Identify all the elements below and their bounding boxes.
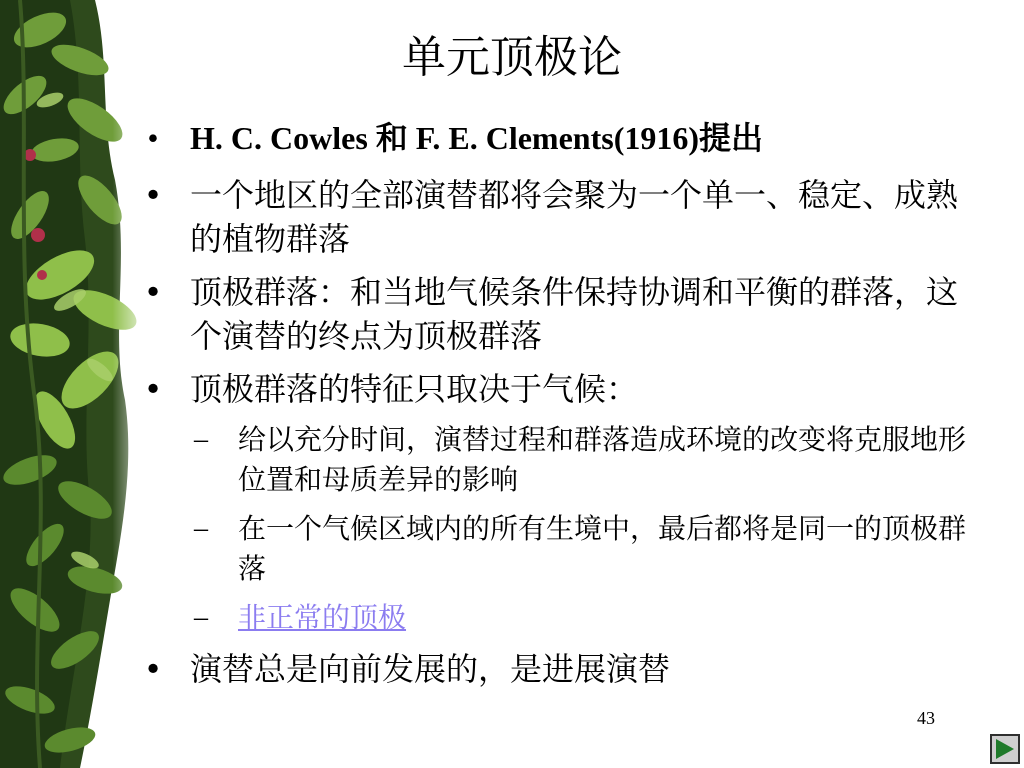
bullet-marker: • [143,370,163,408]
bullet-marker: • [147,120,159,156]
sub-bullet-text: 在一个气候区域内的所有生境中，最后都将是同一的顶极群落 [238,512,967,585]
sub-bullet-item [130,598,970,638]
sub-bullet-text: 给以充分时间，演替过程和群落造成环境的改变将克服地形位置和母质差异的影响 [238,423,967,496]
bullet-text: 顶极群落：和当地气候条件保持协调和平衡的群落，这个演替的终点为顶极群落 [190,273,959,355]
dash-marker: – [194,424,208,455]
slide-title: 单元顶极论 [402,32,622,83]
bullet-item [130,367,970,411]
abnormal-climax-link[interactable]: 非正常的顶极 [238,601,407,634]
bullet-marker: • [143,176,163,214]
bullet-text: 一个地区的全部演替都将会聚为一个单一、稳定、成熟的植物群落 [190,176,959,258]
next-slide-button[interactable] [990,734,1020,764]
dash-marker: – [194,513,208,544]
bullet-text: H. C. Cowles 和 F. E. Clements(1916)提出 [190,120,764,156]
bullet-item [130,173,970,261]
bullet-marker: • [143,273,163,311]
sub-bullet-item [130,420,970,500]
bullet-item [130,270,970,358]
bullet-list [130,116,970,700]
bullet-item [130,647,970,691]
foliage-decoration [0,0,150,768]
page-number: 43 [917,708,935,728]
bullet-item [130,116,970,160]
sub-bullet-item [130,509,970,589]
play-arrow-icon [992,736,1018,762]
bullet-text: 顶极群落的特征只取决于气候： [190,370,639,408]
dash-marker: – [194,602,208,633]
bullet-text: 演替总是向前发展的，是进展演替 [190,650,671,688]
bullet-marker: • [143,650,163,688]
